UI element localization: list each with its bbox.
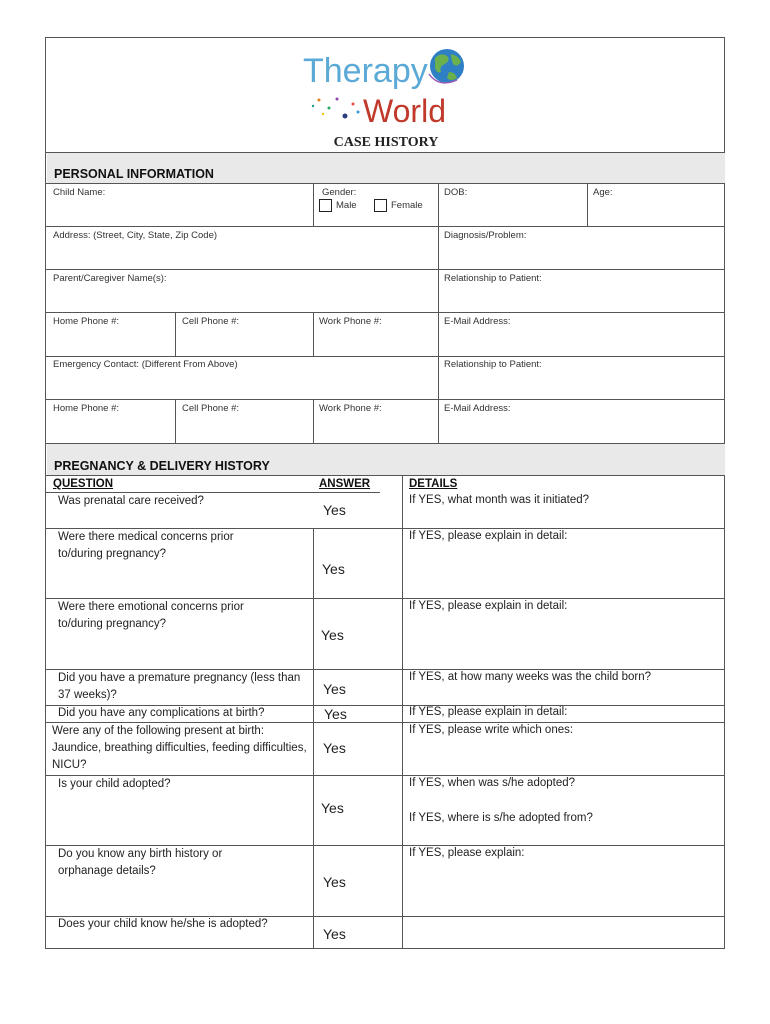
- logo-text-therapy: Therapy: [303, 52, 428, 90]
- details-text: If YES, what month was it initiated?: [409, 494, 590, 506]
- parent-names-label: Parent/Caregiver Name(s):: [53, 273, 167, 284]
- answer-value[interactable]: Yes: [324, 706, 347, 722]
- details-text: If YES, at how many weeks was the child born?: [409, 671, 652, 683]
- home-phone-label: Home Phone #:: [53, 403, 120, 414]
- answer-value[interactable]: Yes: [321, 627, 344, 643]
- female-checkbox[interactable]: [374, 199, 387, 212]
- logo-text-world: World: [363, 93, 446, 128]
- logo-graphic: [301, 44, 476, 128]
- question-text: Were any of the following present at birth: Jaundice, breathing difficulties, feeding difficulties, NICU?: [52, 725, 307, 771]
- divider: [175, 399, 176, 443]
- details-text: If YES, please explain in detail:: [409, 600, 568, 612]
- details-column-header: DETAILS: [409, 478, 458, 490]
- answer-value[interactable]: Yes: [323, 926, 346, 942]
- divider: [438, 226, 439, 269]
- answer-value[interactable]: Yes: [323, 740, 346, 756]
- divider: [46, 312, 724, 313]
- answer-value[interactable]: Yes: [322, 561, 345, 577]
- details-text: If YES, please explain:: [409, 847, 525, 859]
- divider: [46, 183, 724, 184]
- divider: [313, 312, 314, 356]
- question-text: Were there emotional concerns prior to/during pregnancy?: [58, 601, 244, 630]
- answer-column-header: ANSWER: [319, 478, 371, 490]
- diagnosis-label: Diagnosis/Problem:: [444, 230, 527, 241]
- age-label: Age:: [593, 187, 613, 198]
- address-label: Address: (Street, City, State, Zip Code): [53, 230, 218, 241]
- question-text: Was prenatal care received?: [58, 495, 204, 507]
- cell-phone-label: Cell Phone #:: [182, 403, 240, 414]
- pregnancy-header-band: [47, 444, 725, 475]
- question-column-header: QUESTION: [53, 478, 114, 490]
- question-text: Is your child adopted?: [58, 778, 171, 790]
- answer-value[interactable]: Yes: [321, 800, 344, 816]
- question-text: Do you know any birth history or orphanage details?: [58, 848, 223, 877]
- divider: [46, 399, 724, 400]
- divider: [313, 528, 314, 948]
- divider: [46, 226, 724, 227]
- divider: [587, 183, 588, 226]
- divider: [46, 475, 724, 476]
- answer-value[interactable]: Yes: [323, 681, 346, 697]
- male-checkbox[interactable]: [319, 199, 332, 212]
- personal-info-header-band: [47, 153, 725, 183]
- divider: [402, 475, 403, 948]
- cell-phone-label: Cell Phone #:: [182, 316, 240, 327]
- question-text: Does your child know he/she is adopted?: [58, 918, 268, 930]
- work-phone-label: Work Phone #:: [319, 403, 382, 414]
- details-text: If YES, when was s/he adopted?: [409, 777, 576, 789]
- divider: [438, 183, 439, 226]
- email-label: E-Mail Address:: [444, 316, 511, 327]
- details-text-secondary: If YES, where is s/he adopted from?: [409, 812, 593, 824]
- question-text: Did you have a premature pregnancy (less than 37 weeks)?: [58, 672, 301, 701]
- divider: [313, 399, 314, 443]
- divider: [438, 399, 439, 443]
- form-title: CASE HISTORY: [333, 135, 439, 150]
- email-label: E-Mail Address:: [444, 403, 511, 414]
- pregnancy-heading: PREGNANCY & DELIVERY HISTORY: [54, 459, 270, 473]
- relationship-label: Relationship to Patient:: [444, 273, 542, 284]
- divider: [313, 183, 314, 226]
- child-name-label: Child Name:: [53, 187, 106, 198]
- case-history-form: [45, 37, 725, 949]
- divider: [175, 312, 176, 356]
- home-phone-label: Home Phone #:: [53, 316, 120, 327]
- answer-value[interactable]: Yes: [323, 874, 346, 890]
- female-label: Female: [391, 200, 423, 211]
- question-text: Did you have any complications at birth?: [58, 707, 265, 719]
- details-text: If YES, please explain in detail:: [409, 706, 568, 718]
- divider: [46, 356, 724, 357]
- therapy-world-logo: [301, 44, 476, 128]
- gender-label: Gender:: [322, 187, 357, 198]
- divider: [438, 312, 439, 356]
- male-label: Male: [336, 200, 357, 211]
- emergency-contact-label: Emergency Contact: (Different From Above): [53, 359, 238, 370]
- details-text: If YES, please write which ones:: [409, 724, 574, 736]
- dob-label: DOB:: [444, 187, 468, 198]
- personal-info-heading: PERSONAL INFORMATION: [54, 167, 214, 181]
- answer-value[interactable]: Yes: [323, 502, 346, 518]
- work-phone-label: Work Phone #:: [319, 316, 382, 327]
- divider: [438, 356, 439, 399]
- details-text: If YES, please explain in detail:: [409, 530, 568, 542]
- divider: [438, 269, 439, 312]
- relationship-label: Relationship to Patient:: [444, 359, 542, 370]
- question-text: Were there medical concerns prior to/during pregnancy?: [58, 531, 234, 560]
- divider: [46, 269, 724, 270]
